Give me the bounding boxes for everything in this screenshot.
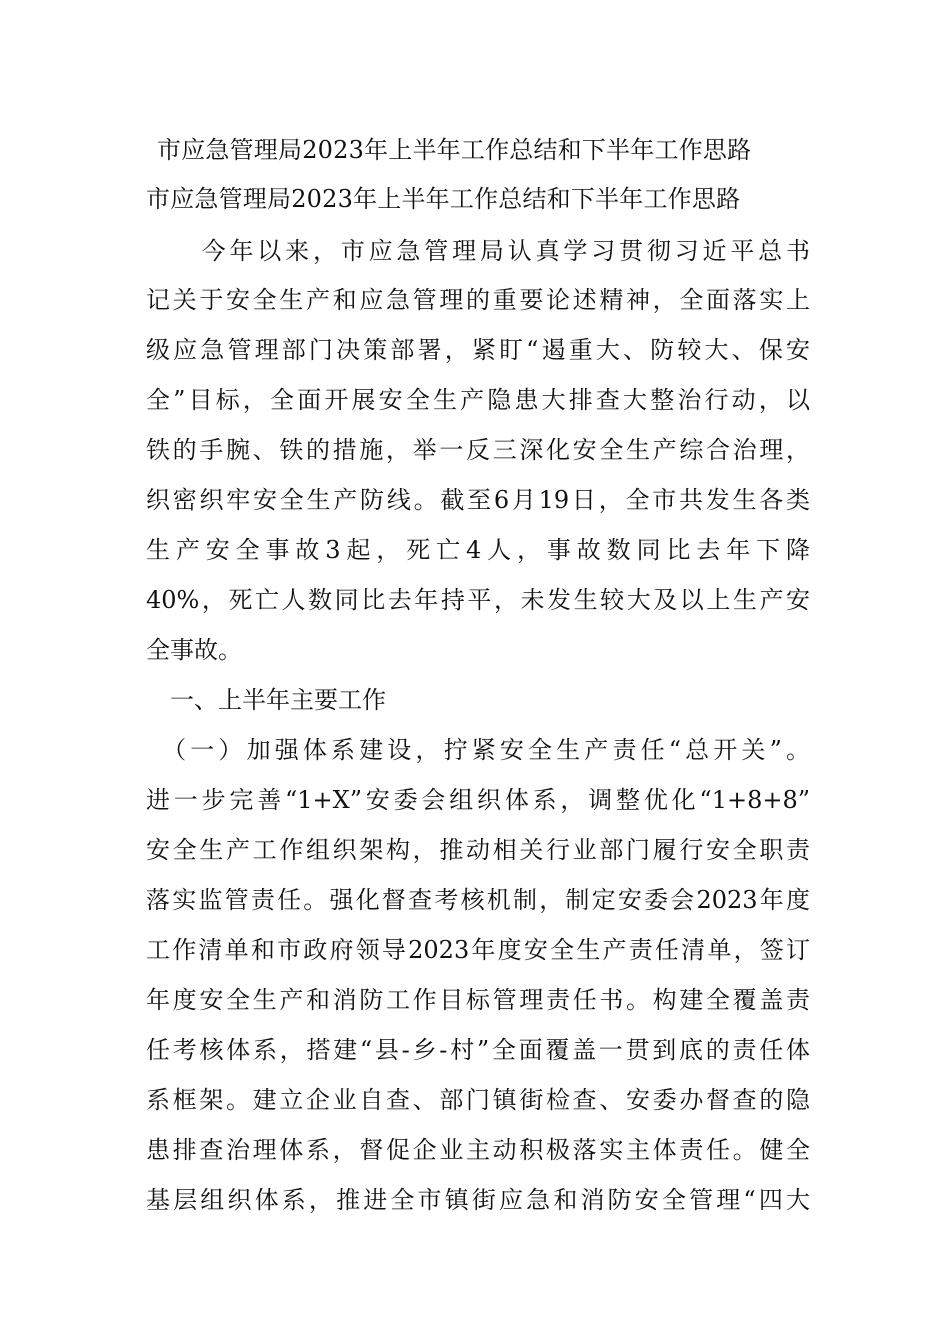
intro-line-5: 铁的手腕、铁的措施，举一反三深化安全生产综合治理， bbox=[146, 436, 810, 464]
document-subtitle: 市应急管理局2023年上半年工作总结和下半年工作思路 bbox=[146, 185, 741, 213]
section-line-9: 患排查治理体系，督促企业主动积极落实主体责任。健全 bbox=[146, 1136, 810, 1164]
section-line-3: 安全生产工作组织架构，推动相关行业部门履行安全职责 bbox=[146, 836, 810, 864]
section-line-6: 年度安全生产和消防工作目标管理责任书。构建全覆盖责 bbox=[146, 986, 810, 1014]
section-line-4: 落实监管责任。强化督查考核机制，制定安委会2023年度 bbox=[146, 886, 810, 914]
intro-line-7: 生产安全事故3起，死亡4人，事故数同比去年下降 bbox=[146, 536, 810, 564]
section-line-2: 进一步完善“1+X”安委会组织体系，调整优化“1+8+8” bbox=[146, 786, 810, 814]
intro-line-4: 全”目标，全面开展安全生产隐患大排查大整治行动，以 bbox=[146, 386, 810, 414]
section-line-5: 工作清单和市政府领导2023年度安全生产责任清单，签订 bbox=[146, 936, 810, 964]
section-heading: 一、上半年主要工作 bbox=[146, 686, 386, 714]
intro-line-2: 记关于安全生产和应急管理的重要论述精神，全面落实上 bbox=[146, 286, 810, 314]
section-line-8: 系框架。建立企业自查、部门镇街检查、安委办督查的隐 bbox=[146, 1086, 810, 1114]
document-title: 市应急管理局2023年上半年工作总结和下半年工作思路 bbox=[157, 136, 752, 164]
section-line-10: 基层组织体系，推进全市镇街应急和消防安全管理“四大 bbox=[146, 1186, 810, 1214]
intro-line-6: 织密织牢安全生产防线。截至6月19日，全市共发生各类 bbox=[146, 486, 810, 514]
intro-line-1: 今年以来，市应急管理局认真学习贯彻习近平总书 bbox=[146, 237, 810, 265]
intro-line-9: 全事故。 bbox=[146, 636, 242, 664]
intro-line-8: 40%，死亡人数同比去年持平，未发生较大及以上生产安 bbox=[146, 586, 810, 614]
section-line-1: （一）加强体系建设，拧紧安全生产责任“总开关”。 bbox=[146, 736, 810, 764]
intro-line-3: 级应急管理部门决策部署，紧盯“遏重大、防较大、保安 bbox=[146, 336, 810, 364]
section-line-7: 任考核体系，搭建“县-乡-村”全面覆盖一贯到底的责任体 bbox=[146, 1036, 810, 1064]
